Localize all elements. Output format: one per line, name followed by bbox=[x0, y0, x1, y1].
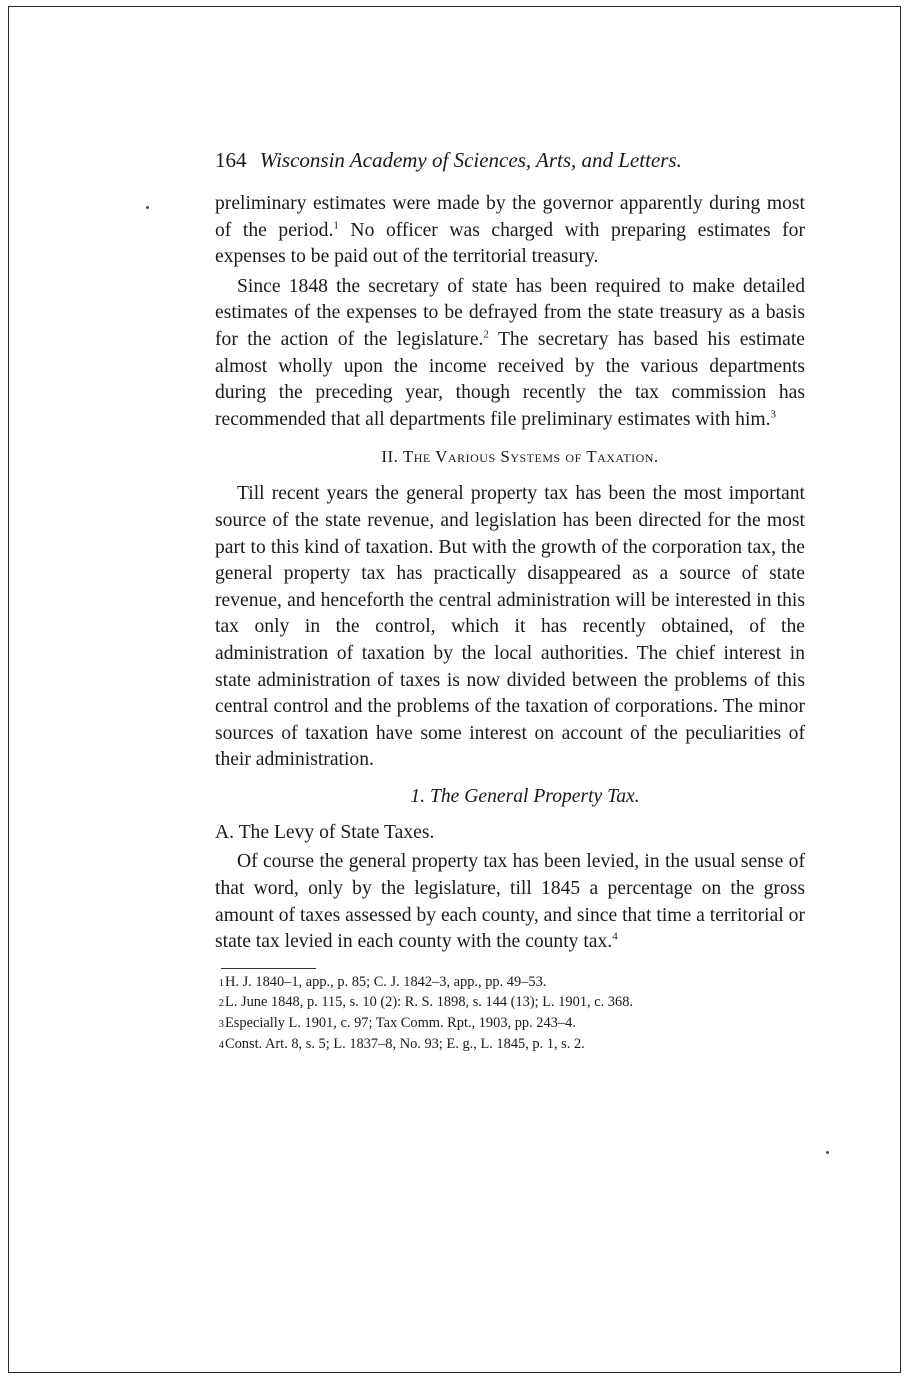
footnote-marker: 4 bbox=[218, 1039, 224, 1051]
subsection-heading: 1. The General Property Tax. bbox=[410, 785, 640, 807]
paragraph-2-text-a: Since 1848 the secretary of state has been required to make detailed estimates of the expenses to be defrayed from the state treasury as a basis for the action of the legislature. bbox=[215, 275, 805, 350]
scan-speck bbox=[146, 206, 149, 209]
footnotes bbox=[215, 973, 805, 1055]
paragraph-2-text-b: The secretary has based his estimate almost wholly upon the income received by the various departments during the preceding year, though recently the tax commission has recommended that all departments file preliminary estimates with him. bbox=[215, 328, 805, 430]
paragraph-4-text: Of course the general property tax has been levied, in the usual sense of that word, only by the legislature, till 1845 a percentage on the gross amount of taxes assessed by each county, and since that time a territorial or state tax levied in each county with the county tax. bbox=[215, 851, 805, 953]
scan-speck bbox=[826, 1151, 829, 1154]
paragraph-2 bbox=[215, 274, 805, 434]
footnote-marker: 3 bbox=[218, 1019, 224, 1031]
page-number: 164 bbox=[215, 148, 247, 172]
footnote-ref-2[interactable]: 2 bbox=[483, 328, 489, 341]
footnote-ref-3[interactable]: 3 bbox=[770, 408, 777, 421]
section-heading: II. The Various Systems of Taxation. bbox=[381, 447, 659, 467]
footnote-3 bbox=[215, 1014, 805, 1035]
footnote-1 bbox=[215, 973, 805, 994]
running-head bbox=[215, 148, 805, 173]
subheading: A. The Levy of State Taxes. bbox=[215, 821, 435, 843]
paragraph-1 bbox=[215, 191, 805, 271]
paragraph-1-text-a: preliminary estimates were made by the governor apparently during most of the period. bbox=[215, 193, 805, 241]
paragraph-4 bbox=[215, 849, 805, 955]
footnote-marker: 1 bbox=[218, 977, 224, 989]
footnote-text: H. J. 1840–1, app., p. 85; C. J. 1842–3, app., pp. 49–53. bbox=[225, 973, 547, 990]
footnote-ref-4[interactable]: 4 bbox=[612, 930, 618, 943]
footnote-ref-1[interactable]: 1 bbox=[333, 219, 339, 232]
footnote-rule bbox=[221, 968, 316, 969]
footnote-4 bbox=[215, 1035, 805, 1056]
footnote-text: Especially L. 1901, c. 97; Tax Comm. Rpt., 1903, pp. 243–4. bbox=[225, 1015, 576, 1032]
paragraph-1-text-b: No officer was charged with preparing estimates for expenses to be paid out of the territorial treasury. bbox=[215, 219, 806, 268]
footnote-text: Const. Art. 8, s. 5; L. 1837–8, No. 93; E. g., L. 1845, p. 1, s. 2. bbox=[225, 1035, 585, 1052]
footnote-marker: 2 bbox=[218, 998, 224, 1010]
footnote-2 bbox=[215, 993, 805, 1014]
page-content bbox=[215, 148, 805, 1055]
paragraph-3: Till recent years the general property tax has been the most important source of the state revenue, and legislation has been directed for the most part to this kind of taxation. But with the growth of the corporation tax, the general property tax has practically disappeared as a source of state revenue, and henceforth the central administration will be interested in this tax only in the control, which it has recently obtained, of the administration of taxation by the local authorities. The chief interest in state administration of taxes is now divided between the problems of this central control and the problems of the taxation of corporations. The minor sources of taxation have some interest on account of the peculiarities of their administration. bbox=[215, 483, 805, 771]
journal-title: Wisconsin Academy of Sciences, Arts, and Letters. bbox=[259, 148, 682, 172]
footnote-text: L. June 1848, p. 115, s. 10 (2): R. S. 1898, s. 144 (13); L. 1901, c. 368. bbox=[225, 994, 633, 1011]
